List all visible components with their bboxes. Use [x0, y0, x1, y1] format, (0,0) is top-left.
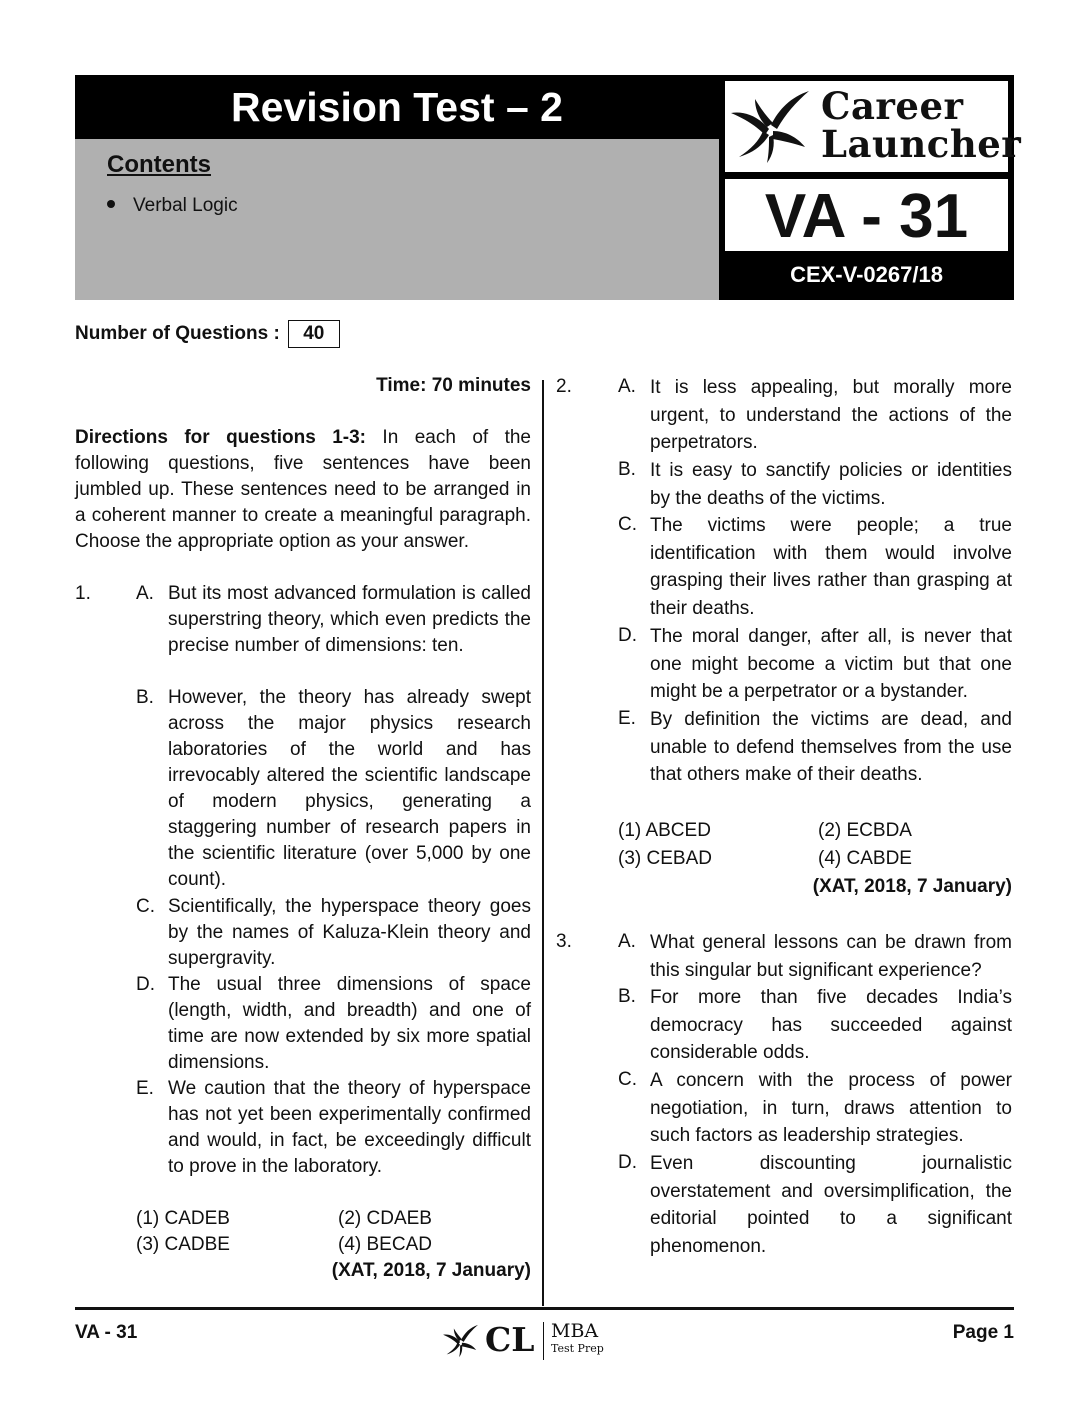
- answer-choice: (3) CEBAD: [618, 848, 712, 869]
- answer-choice: (3) CADBE: [136, 1234, 230, 1255]
- sentence-option: E. We caution that the theory of hyperspace has not yet been experimentally confirmed and would, in fact, be exceedingly difficult to prove in the laboratory.: [136, 1078, 531, 1177]
- bullet-icon: [107, 200, 115, 208]
- career-launcher-logo: [725, 81, 1022, 172]
- contents-heading: Contents: [107, 151, 211, 178]
- sentence-option: A. What general lessons can be drawn from this singular but significant experience?: [618, 931, 1012, 981]
- sentence-option: A. But its most advanced formulation is called superstring theory, which even predicts the precise number of dimensions: ten.: [136, 583, 531, 656]
- question-count-box: 40: [288, 320, 340, 348]
- answer-choice: (4) BECAD: [338, 1234, 432, 1255]
- question-source: (XAT, 2018, 7 January): [812, 876, 1012, 897]
- question-number: 3.: [556, 931, 572, 952]
- answer-choice: (2) ECBDA: [818, 820, 912, 841]
- sentence-option: C. A concern with the process of power negotiation, in turn, draws attention to such factors as leadership strategies.: [618, 1069, 1012, 1146]
- header-panel: [75, 75, 719, 300]
- time-limit: Time: 70 minutes: [376, 375, 531, 396]
- cex-code: CEX-V-0267/18: [790, 262, 943, 287]
- test-code: VA - 31: [725, 179, 1008, 251]
- sentence-option: D. Even discounting journalistic overstatement and oversimplification, the editorial pointed to a significant phenomenon.: [618, 1152, 1012, 1257]
- sentence-option: B. It is easy to sanctify policies or identities by the deaths of the victims.: [618, 459, 1012, 509]
- swirl-logo-icon: [441, 1324, 481, 1358]
- question-number: 1.: [75, 583, 91, 604]
- question-source: (XAT, 2018, 7 January): [331, 1260, 531, 1281]
- brand-panel: [719, 75, 1022, 300]
- column-divider: [542, 380, 544, 1306]
- footer-code: VA - 31: [75, 1322, 138, 1343]
- sentence-option: C. Scientifically, the hyperspace theory goes by the names of Kaluza-Klein theory and supergravity.: [136, 896, 531, 969]
- answer-choice: (1) CADEB: [136, 1208, 230, 1229]
- answer-choice: (1) ABCED: [618, 820, 711, 841]
- sentence-option: C. The victims were people; a true identification with them would involve grasping their lives rather than grasping at their deaths.: [618, 514, 1012, 619]
- logo-wordmark: Career Launcher: [821, 84, 1022, 166]
- number-of-questions: Number of Questions : 40: [75, 320, 340, 348]
- sentence-option: B. For more than five decades India’s democracy has succeeded against considerable odds.: [618, 986, 1012, 1063]
- directions: Directions for questions 1-3: In each of the following questions, five sentences have been jumbled up. These sentences need to be arranged in a coherent manner to create a meaningful paragraph. Choose the appropriate option as your answer.: [75, 427, 531, 552]
- sentence-option: B. However, the theory has already swept across the major physics research laboratories of the world and has irrevocably altered the scientific landscape of modern physics, generating a staggering number of research papers in the scientific literature (over 5,000 by one count).: [136, 687, 531, 890]
- footer-logo: CL MBA Test Prep: [441, 1318, 611, 1362]
- page-number: Page 1: [952, 1322, 1014, 1343]
- contents-item: Verbal Logic: [107, 195, 238, 217]
- page-title: Revision Test – 2: [75, 75, 719, 139]
- answer-choice: (2) CDAEB: [338, 1208, 432, 1229]
- sentence-option: D. The usual three dimensions of space (length, width, and breadth) and one of time are now extended by six more spatial dimensions.: [136, 974, 531, 1073]
- sentence-option: E. By definition the victims are dead, and unable to defend themselves from the use that others make of their deaths.: [618, 708, 1012, 785]
- answer-choice: (4) CABDE: [818, 848, 912, 869]
- footer-rule: [75, 1307, 1014, 1310]
- sentence-option: A. It is less appealing, but morally more urgent, to understand the actions of the perpetrators.: [618, 376, 1012, 453]
- sentence-option: D. The moral danger, after all, is never that one might become a victim but that one might be a perpetrator or a bystander.: [618, 625, 1012, 702]
- swirl-logo-icon: [729, 89, 813, 165]
- question-number: 2.: [556, 376, 572, 397]
